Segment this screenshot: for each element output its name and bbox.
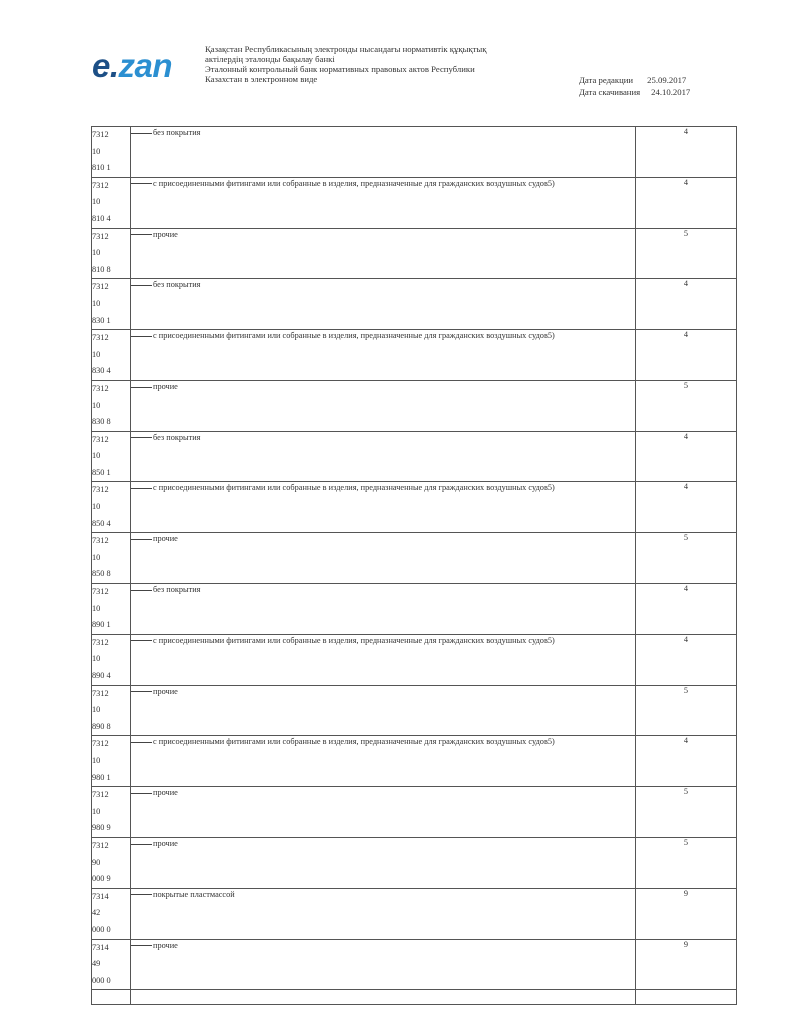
code-part: 7312 [92, 434, 109, 444]
commodity-description [131, 330, 636, 381]
table-row [92, 127, 737, 178]
table-row [92, 888, 737, 939]
table-row [92, 736, 737, 787]
description-text: с присоединенными фитингами или собранные в изделия, предназначенные для гражданских воздушных судов5) [153, 331, 555, 341]
commodity-description [131, 787, 636, 838]
code-part: 890 8 [92, 721, 111, 731]
description-text: с присоединенными фитингами или собранные в изделия, предназначенные для гражданских воздушных судов5) [153, 483, 555, 493]
commodity-code [92, 228, 131, 279]
code-part: 10 [92, 603, 101, 613]
table-row [92, 279, 737, 330]
header-line: Казахстан в электронном виде [205, 74, 318, 84]
duty-rate: 4 [636, 431, 737, 482]
duty-rate: 9 [636, 939, 737, 990]
commodity-description [131, 533, 636, 584]
code-part: 10 [92, 806, 101, 816]
commodity-code [92, 837, 131, 888]
description-text: прочие [153, 229, 178, 239]
description-text: без покрытия [153, 128, 201, 137]
commodity-description [131, 584, 636, 635]
duty-rate: 4 [636, 584, 737, 635]
table-row-empty [92, 990, 737, 1005]
code-part: 7312 [92, 536, 109, 546]
commodity-code [92, 685, 131, 736]
table-row [92, 228, 737, 279]
indent-dash [131, 742, 152, 743]
duty-rate: 4 [636, 482, 737, 533]
empty-cell [92, 990, 131, 1005]
empty-cell [636, 990, 737, 1005]
table-row [92, 685, 737, 736]
table-row [92, 634, 737, 685]
document-dates [579, 74, 690, 98]
edition-date-row [579, 74, 690, 86]
commodity-description [131, 736, 636, 787]
indent-dash [131, 437, 152, 438]
code-part: 7312 [92, 485, 109, 495]
duty-rate: 4 [636, 634, 737, 685]
code-part: 7312 [92, 130, 109, 139]
table-row [92, 482, 737, 533]
code-part: 10 [92, 298, 101, 308]
duty-rate: 5 [636, 787, 737, 838]
table-row [92, 533, 737, 584]
commodity-description [131, 837, 636, 888]
commodity-description [131, 127, 636, 178]
indent-dash [131, 894, 152, 895]
code-part: 000 9 [92, 874, 111, 884]
edition-date-label: Дата редакции [579, 75, 634, 85]
description-text: без покрытия [153, 585, 201, 595]
description-text: с присоединенными фитингами или собранные в изделия, предназначенные для гражданских воздушных судов5) [153, 635, 555, 645]
commodity-code [92, 482, 131, 533]
code-part: 10 [92, 654, 101, 664]
code-part: 890 1 [92, 620, 111, 630]
header-line: актілердің эталонды бақылау банкі [205, 54, 335, 64]
code-part: 10 [92, 400, 101, 410]
commodity-code [92, 127, 131, 178]
commodity-code [92, 787, 131, 838]
indent-dash [131, 488, 152, 489]
code-part: 7312 [92, 282, 109, 292]
code-part: 7312 [92, 739, 109, 749]
code-part: 000 0 [92, 924, 111, 934]
table-row [92, 330, 737, 381]
description-text: покрытые пластмассой [153, 889, 235, 899]
commodity-code [92, 380, 131, 431]
code-part: 7312 [92, 637, 109, 647]
code-part: 830 8 [92, 417, 111, 427]
code-part: 980 9 [92, 823, 111, 833]
duty-rate: 4 [636, 127, 737, 178]
commodity-description [131, 177, 636, 228]
duty-rate: 9 [636, 888, 737, 939]
code-part: 10 [92, 451, 101, 461]
commodity-code [92, 431, 131, 482]
code-part: 7314 [92, 942, 109, 952]
code-part: 10 [92, 349, 101, 359]
commodity-description [131, 634, 636, 685]
logo-dot: . [109, 47, 119, 84]
indent-dash [131, 793, 152, 794]
duty-rate: 5 [636, 685, 737, 736]
duty-rate: 5 [636, 837, 737, 888]
indent-dash [131, 387, 152, 388]
code-part: 980 1 [92, 772, 111, 782]
download-date-value: 24.10.2017 [651, 87, 691, 97]
code-part: 850 1 [92, 467, 111, 477]
code-part: 10 [92, 146, 101, 156]
code-part: 7312 [92, 180, 109, 190]
code-part: 850 8 [92, 569, 111, 579]
commodity-description [131, 380, 636, 431]
commodity-code [92, 888, 131, 939]
duty-rate: 5 [636, 533, 737, 584]
code-part: 10 [92, 552, 101, 562]
commodity-description [131, 431, 636, 482]
code-part: 000 0 [92, 975, 111, 985]
download-date-label: Дата скачивания [579, 87, 641, 97]
duty-rate: 5 [636, 380, 737, 431]
duty-rate: 4 [636, 330, 737, 381]
description-text: без покрытия [153, 280, 201, 290]
ezan-logo [92, 49, 172, 82]
table-row [92, 380, 737, 431]
indent-dash [131, 590, 152, 591]
empty-cell [131, 990, 636, 1005]
code-part: 7312 [92, 790, 109, 800]
description-text: без покрытия [153, 432, 201, 442]
indent-dash [131, 539, 152, 540]
duty-rate: 4 [636, 736, 737, 787]
indent-dash [131, 234, 152, 235]
description-text: с присоединенными фитингами или собранные в изделия, предназначенные для гражданских воздушных судов5) [153, 178, 555, 188]
code-part: 10 [92, 755, 101, 765]
commodity-description [131, 279, 636, 330]
code-part: 810 1 [92, 163, 111, 173]
code-part: 850 4 [92, 518, 111, 528]
code-part: 7314 [92, 891, 109, 901]
code-part: 810 8 [92, 264, 111, 274]
code-part: 10 [92, 502, 101, 512]
indent-dash [131, 844, 152, 845]
code-part: 42 [92, 908, 101, 918]
description-text: с присоединенными фитингами или собранные в изделия, предназначенные для гражданских воздушных судов5) [153, 737, 555, 747]
indent-dash [131, 285, 152, 286]
code-part: 10 [92, 248, 101, 258]
description-text: прочие [153, 686, 178, 696]
code-part: 90 [92, 857, 101, 867]
indent-dash [131, 640, 152, 641]
code-part: 7312 [92, 688, 109, 698]
code-part: 890 4 [92, 671, 111, 680]
description-text: прочие [153, 381, 178, 391]
code-part: 810 4 [92, 213, 111, 223]
code-part: 830 4 [92, 366, 111, 376]
logo-zan: zan [118, 47, 173, 84]
table-row [92, 177, 737, 228]
commodity-code [92, 177, 131, 228]
header-line: Эталонный контрольный банк нормативных правовых актов Республики [205, 64, 475, 74]
logo-e: e [92, 47, 110, 84]
code-part: 7312 [92, 840, 109, 850]
commodity-description [131, 939, 636, 990]
indent-dash [131, 691, 152, 692]
table-row [92, 431, 737, 482]
commodity-code [92, 330, 131, 381]
code-part: 7312 [92, 383, 109, 393]
indent-dash [131, 183, 152, 184]
code-part: 7312 [92, 587, 109, 597]
description-text: прочие [153, 534, 178, 544]
table-row [92, 584, 737, 635]
header-description [205, 44, 575, 84]
code-part: 7312 [92, 231, 109, 241]
commodity-code [92, 584, 131, 635]
commodity-description [131, 482, 636, 533]
code-part: 10 [92, 705, 101, 715]
indent-dash [131, 336, 152, 337]
description-text: прочие [153, 788, 178, 798]
tariff-table [91, 126, 737, 1005]
commodity-code [92, 279, 131, 330]
header-line: Қазақстан Республикасының электронды нысандағы нормативтік құқықтық [205, 44, 487, 54]
download-date-row [579, 86, 690, 98]
commodity-code [92, 533, 131, 584]
commodity-code [92, 634, 131, 685]
duty-rate: 4 [636, 177, 737, 228]
edition-date-value: 25.09.2017 [647, 75, 687, 85]
indent-dash [131, 945, 152, 946]
table-row [92, 837, 737, 888]
code-part: 10 [92, 197, 101, 207]
table-row [92, 787, 737, 838]
description-text: прочие [153, 940, 178, 950]
code-part: 7312 [92, 333, 109, 343]
code-part: 49 [92, 959, 101, 969]
duty-rate: 4 [636, 279, 737, 330]
indent-dash [131, 133, 152, 134]
commodity-code [92, 736, 131, 787]
commodity-code [92, 939, 131, 990]
table-row [92, 939, 737, 990]
code-part: 830 1 [92, 315, 111, 325]
commodity-description [131, 685, 636, 736]
description-text: прочие [153, 838, 178, 848]
duty-rate: 5 [636, 228, 737, 279]
commodity-description [131, 228, 636, 279]
commodity-description [131, 888, 636, 939]
